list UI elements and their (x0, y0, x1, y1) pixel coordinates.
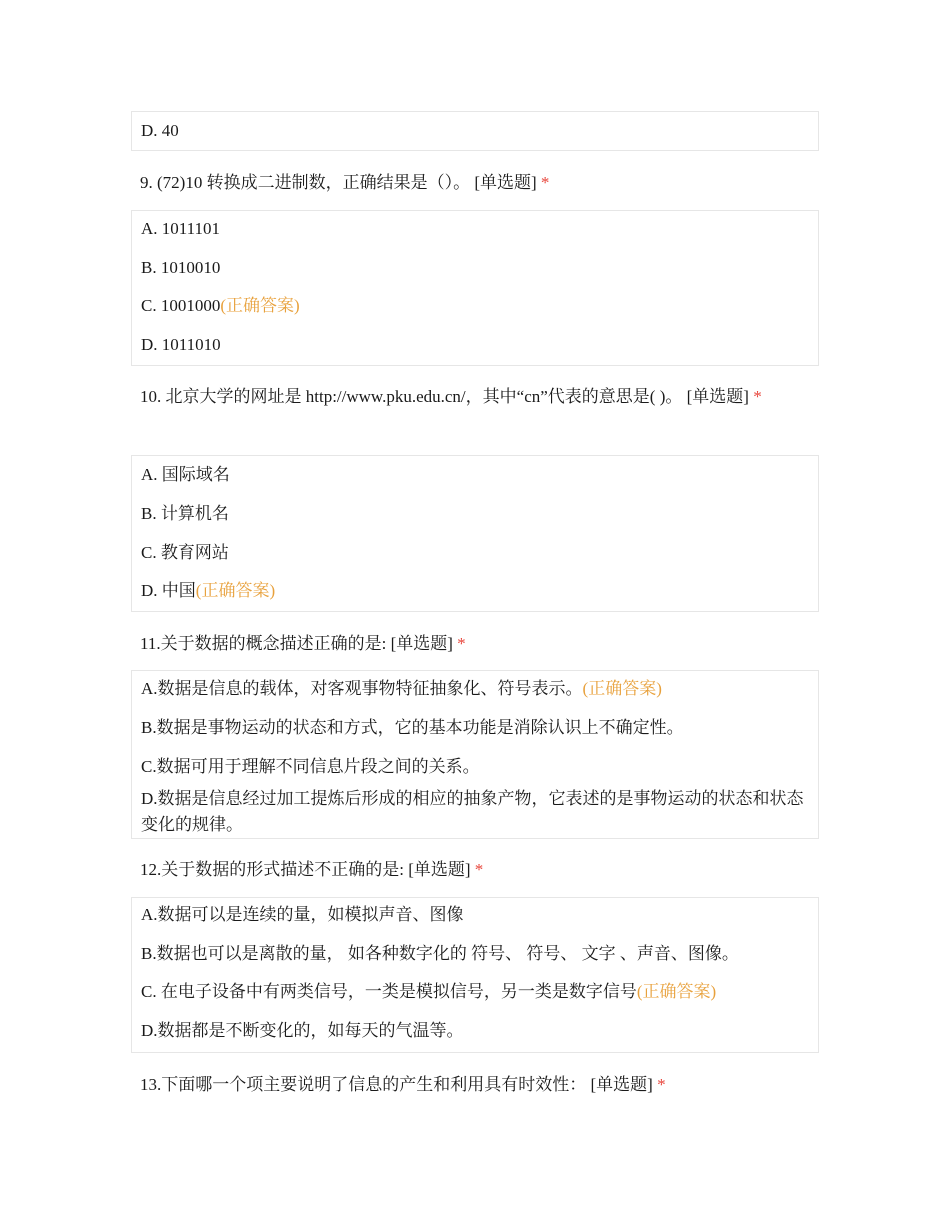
question-stem: 10. 北京大学的网址是 http://www.pku.edu.cn/，其中“cn”代表的意思是( )。 [单选题] (140, 387, 749, 406)
required-marker: * (474, 860, 484, 879)
question-stem: 13.下面哪一个项主要说明了信息的产生和利用具有时效性： [单选题] (140, 1075, 653, 1094)
question-stem: 12.关于数据的形式描述不正确的是: [单选题] (140, 860, 471, 879)
q9-option-c[interactable] (141, 296, 300, 316)
q10-option-b[interactable] (141, 504, 229, 524)
required-marker: * (540, 173, 550, 192)
option-text: B. 1010010 (141, 258, 221, 277)
q11-option-d[interactable] (141, 786, 813, 838)
option-text: A.数据可以是连续的量，如模拟声音、图像 (141, 905, 464, 924)
option-text: B.数据也可以是离散的量， 如各种数字化的 符号、 符号、 文字 、声音、图像。 (141, 944, 739, 963)
option-text: D. 40 (141, 121, 179, 140)
q9-option-b[interactable] (141, 258, 220, 278)
option-text: C. 1001000 (141, 296, 221, 315)
correct-answer-tag: (正确答案) (636, 982, 717, 1001)
q9-option-d[interactable] (141, 335, 221, 355)
q11-option-a[interactable] (141, 679, 662, 699)
required-marker: * (657, 1075, 666, 1094)
option-text: C.数据可用于理解不同信息片段之间的关系。 (141, 757, 480, 776)
q10-question (140, 379, 816, 414)
option-text: A. 1011101 (141, 219, 221, 238)
option-text: B. 计算机名 (141, 504, 229, 523)
correct-answer-tag: (正确答案) (582, 679, 662, 698)
q8-options-box (131, 111, 819, 151)
option-text: B.数据是事物运动的状态和方式，它的基本功能是消除认识上不确定性。 (141, 718, 684, 737)
q11-question (140, 634, 466, 654)
q12-question (140, 860, 483, 880)
option-text: A.数据是信息的载体，对客观事物特征抽象化、符号表示。 (141, 679, 583, 698)
question-stem: 11.关于数据的概念描述正确的是: [单选题] (140, 634, 453, 653)
q10-option-d[interactable] (141, 581, 275, 601)
q9-option-a[interactable] (141, 219, 220, 239)
q9-question (140, 173, 549, 193)
q12-option-c[interactable] (141, 982, 716, 1002)
required-marker: * (457, 634, 466, 653)
q10-option-c[interactable] (141, 543, 229, 563)
q12-options-box (131, 897, 819, 1053)
q13-question (140, 1075, 666, 1095)
option-text: D.数据都是不断变化的，如每天的气温等。 (141, 1021, 464, 1040)
option-text: C. 教育网站 (141, 543, 229, 562)
q9-options-box (131, 210, 819, 366)
correct-answer-tag: (正确答案) (220, 296, 300, 315)
q12-option-a[interactable] (141, 905, 464, 925)
q11-option-b[interactable] (141, 718, 684, 738)
required-marker: * (753, 387, 762, 406)
option-text: D. 中国 (141, 581, 196, 600)
option-text: C. 在电子设备中有两类信号，一类是模拟信号，另一类是数字信号 (141, 982, 637, 1001)
option-text: D.数据是信息经过加工提炼后形成的相应的抽象产物，它表述的是事物运动的状态和状态变化的规律。 (141, 789, 804, 834)
option-text: A. 国际域名 (141, 465, 230, 484)
q8-option-d[interactable] (141, 121, 179, 141)
q10-option-a[interactable] (141, 465, 230, 485)
q11-options-box (131, 670, 819, 839)
q10-options-box (131, 455, 819, 612)
correct-answer-tag: (正确答案) (195, 581, 276, 600)
q12-option-b[interactable] (141, 944, 739, 964)
q11-option-c[interactable] (141, 757, 480, 777)
option-text: D. 1011010 (141, 335, 221, 354)
q12-option-d[interactable] (141, 1021, 464, 1041)
question-stem: 9. (72)10 转换成二进制数，正确结果是（）。 [单选题] (140, 173, 537, 192)
